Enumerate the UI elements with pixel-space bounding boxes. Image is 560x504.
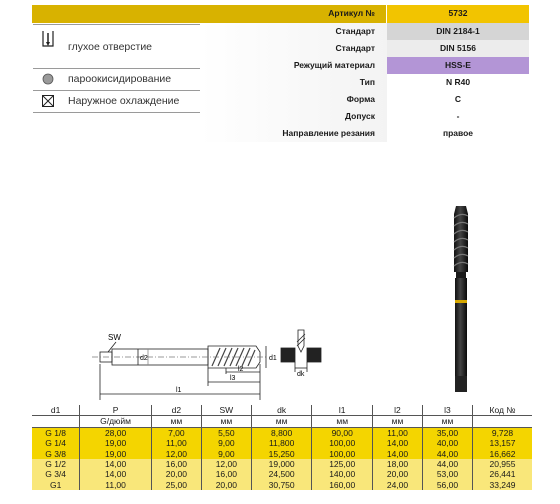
property-value: 5732 <box>448 8 468 18</box>
steam-oxide-icon <box>42 73 54 88</box>
table-row <box>32 469 532 479</box>
table-cell: 28,00 <box>80 427 152 438</box>
property-row <box>200 108 529 125</box>
sw-label: SW <box>108 333 121 342</box>
table-cell: 160,00 <box>312 480 373 490</box>
table-cell: 53,00 <box>422 469 472 479</box>
table-header-row <box>32 405 532 416</box>
table-cell: 13,157 <box>472 438 532 448</box>
table-cell: 14,00 <box>80 469 152 479</box>
legend-text: пароокисидирование <box>68 73 172 85</box>
table-row <box>32 449 532 459</box>
table-cell: 14,00 <box>373 438 423 448</box>
table-cell: G 1/2 <box>32 459 80 469</box>
legend-divider <box>33 24 200 25</box>
table-cell: d1 <box>32 405 80 416</box>
table-cell: 12,00 <box>201 459 251 469</box>
property-label: Тип <box>359 77 375 87</box>
blind-hole-icon <box>41 30 55 55</box>
property-row <box>200 40 529 57</box>
l3-label: l3 <box>230 375 236 382</box>
table-cell: 125,00 <box>312 459 373 469</box>
table-cell: 25,00 <box>151 480 201 490</box>
table-cell: 33,249 <box>472 480 532 490</box>
table-cell: 26,441 <box>472 469 532 479</box>
table-cell: G 1/8 <box>32 427 80 438</box>
table-row <box>32 459 532 469</box>
table-cell: мм <box>151 416 201 427</box>
table-cell: 11,00 <box>373 427 423 438</box>
table-cell: P <box>80 405 152 416</box>
legend-item-blind-hole <box>33 30 200 70</box>
table-cell: l3 <box>422 405 472 416</box>
table-cell: 5,50 <box>201 427 251 438</box>
table-cell: 14,00 <box>373 449 423 459</box>
table-cell: мм <box>312 416 373 427</box>
table-cell: 19,000 <box>251 459 312 469</box>
external-cooling-icon <box>42 95 54 110</box>
hole-section-drawing <box>277 328 327 376</box>
table-cell: 40,00 <box>422 438 472 448</box>
property-row <box>200 57 529 74</box>
table-cell: мм <box>373 416 423 427</box>
table-cell: 20,00 <box>151 469 201 479</box>
table-cell: 19,00 <box>80 438 152 448</box>
property-row <box>200 91 529 108</box>
table-cell: 44,00 <box>422 459 472 469</box>
table-cell: 18,00 <box>373 459 423 469</box>
table-row <box>32 427 532 438</box>
legend-divider <box>33 90 200 91</box>
spec-table <box>32 405 532 490</box>
tap-product-image <box>436 200 486 400</box>
table-cell: SW <box>201 405 251 416</box>
d2-label: d2 <box>140 355 148 362</box>
table-cell: 14,00 <box>80 459 152 469</box>
legend-text: глухое отверстие <box>68 41 153 53</box>
table-cell: 140,00 <box>312 469 373 479</box>
property-row <box>200 5 529 22</box>
table-cell: 20,955 <box>472 459 532 469</box>
property-value: правое <box>442 128 474 138</box>
table-cell: 19,00 <box>80 449 152 459</box>
table-cell: 11,800 <box>251 438 312 448</box>
table-cell: G1 <box>32 480 80 490</box>
table-cell: 20,00 <box>201 480 251 490</box>
table-cell: 100,00 <box>312 449 373 459</box>
table-cell: 16,00 <box>201 469 251 479</box>
property-label: Допуск <box>345 111 375 121</box>
table-cell: 44,00 <box>422 449 472 459</box>
property-label: Стандарт <box>335 43 375 53</box>
table-cell: G 1/4 <box>32 438 80 448</box>
table-cell <box>472 416 532 427</box>
legend-text: Наружное охлаждение <box>68 95 180 107</box>
table-cell: 20,00 <box>373 469 423 479</box>
property-row <box>200 125 529 142</box>
table-cell: 9,728 <box>472 427 532 438</box>
property-row <box>200 23 529 40</box>
l1-label: l1 <box>176 387 182 394</box>
table-cell: 90,00 <box>312 427 373 438</box>
table-cell: 9,00 <box>201 438 251 448</box>
table-cell: Код № <box>472 405 532 416</box>
l2-label: l2 <box>238 366 244 373</box>
table-cell: 12,00 <box>151 449 201 459</box>
table-cell: G/дюйм <box>80 416 152 427</box>
table-row <box>32 438 532 448</box>
table-cell: мм <box>251 416 312 427</box>
table-cell: 9,00 <box>201 449 251 459</box>
table-cell: l2 <box>373 405 423 416</box>
table-cell: G 3/4 <box>32 469 80 479</box>
dk-label: dk <box>297 371 305 376</box>
table-cell: 35,00 <box>422 427 472 438</box>
table-cell: G 3/8 <box>32 449 80 459</box>
property-label: Форма <box>346 94 375 104</box>
table-cell: 100,00 <box>312 438 373 448</box>
table-cell: 24,500 <box>251 469 312 479</box>
property-label: Артикул № <box>328 8 375 18</box>
legend-divider <box>33 68 200 69</box>
d1-label: d1 <box>269 355 277 362</box>
table-cell: dk <box>251 405 312 416</box>
table-cell: 30,750 <box>251 480 312 490</box>
property-label: Режущий материал <box>293 60 375 70</box>
table-cell: l1 <box>312 405 373 416</box>
legend-item-external-cooling <box>33 92 200 114</box>
property-value: DIN 5156 <box>387 40 529 57</box>
table-cell: мм <box>201 416 251 427</box>
property-value: - <box>456 111 460 121</box>
table-cell: 16,662 <box>472 449 532 459</box>
property-value: HSS-E <box>387 57 529 74</box>
table-row <box>32 480 532 490</box>
table-cell: d2 <box>151 405 201 416</box>
table-cell: мм <box>422 416 472 427</box>
table-cell <box>32 416 80 427</box>
legend-divider <box>33 112 200 113</box>
table-cell: 15,250 <box>251 449 312 459</box>
property-row <box>200 74 529 91</box>
table-cell: 24,00 <box>373 480 423 490</box>
table-cell: 56,00 <box>422 480 472 490</box>
property-value: N R40 <box>445 77 471 87</box>
property-label: Стандарт <box>335 26 375 36</box>
table-cell: 8,800 <box>251 427 312 438</box>
table-cell: 11,00 <box>151 438 201 448</box>
property-value: C <box>454 94 462 104</box>
property-label: Направление резания <box>282 128 375 138</box>
table-cell: 16,00 <box>151 459 201 469</box>
table-units-row <box>32 416 532 427</box>
property-value: DIN 2184-1 <box>387 23 529 40</box>
table-cell: 11,00 <box>80 480 152 490</box>
table-cell: 7,00 <box>151 427 201 438</box>
